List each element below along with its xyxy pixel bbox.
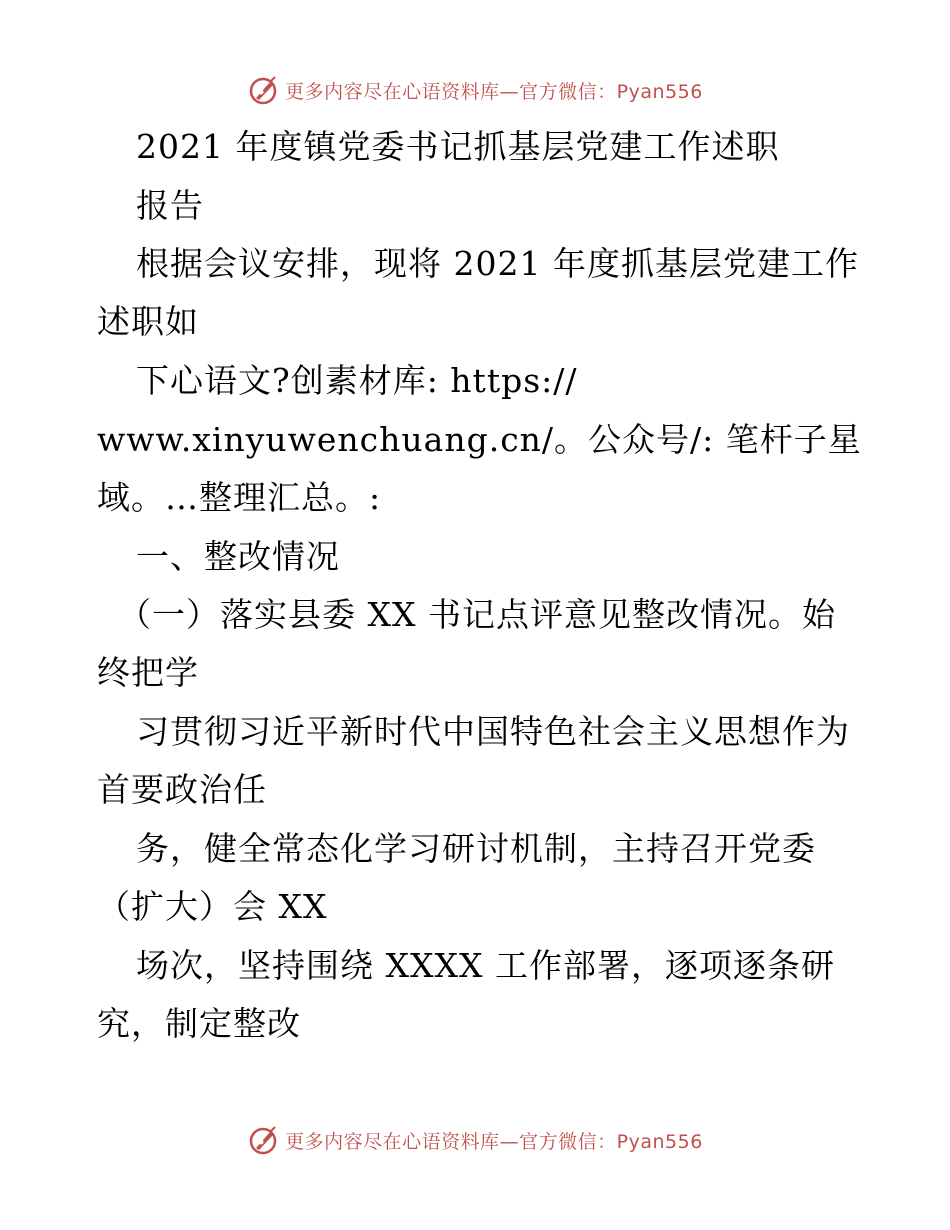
paragraph-line: 习贯彻习近平新时代中国特色社会主义思想作为 xyxy=(136,712,850,751)
paragraph-line: 下心语文?创素材库: https:// xyxy=(136,361,578,400)
quill-logo-icon xyxy=(247,74,279,106)
paragraph-line: www.xinyuwenchuang.cn/。公众号/: 笔杆子星 xyxy=(97,420,862,459)
paragraph-line: 根据会议安排，现将 2021 年度抓基层党建工作 xyxy=(136,244,859,283)
paragraph-line: （扩大）会 XX xyxy=(97,887,328,926)
banner-text: 更多内容尽在心语资料库—官方微信：Pyan556 xyxy=(285,1130,703,1153)
paragraph-line: 首要政治任 xyxy=(97,770,267,809)
doc-title-line-1: 2021 年度镇党委书记抓基层党建工作述职 xyxy=(136,127,780,166)
paragraph-line: 务，健全常态化学习研讨机制，主持召开党委 xyxy=(136,829,816,868)
paragraph-line: 场次，坚持围绕 XXXX 工作部署，逐项逐条研 xyxy=(136,946,835,985)
section-heading: 一、整改情况 xyxy=(136,537,340,576)
banner-text: 更多内容尽在心语资料库—官方微信：Pyan556 xyxy=(285,80,703,103)
paragraph-line: 域。…整理汇总。: xyxy=(97,478,382,517)
paragraph-line: 终把学 xyxy=(97,653,199,692)
header-banner xyxy=(0,70,950,110)
paragraph-line: 究，制定整改 xyxy=(97,1004,301,1043)
paragraph-line: 述职如 xyxy=(97,302,199,341)
footer-banner xyxy=(0,1120,950,1160)
quill-logo-icon xyxy=(247,1124,279,1156)
paragraph-line: （一）落实县委 XX 书记点评意见整改情况。始 xyxy=(118,595,836,634)
doc-title-line-2: 报告 xyxy=(136,186,204,225)
